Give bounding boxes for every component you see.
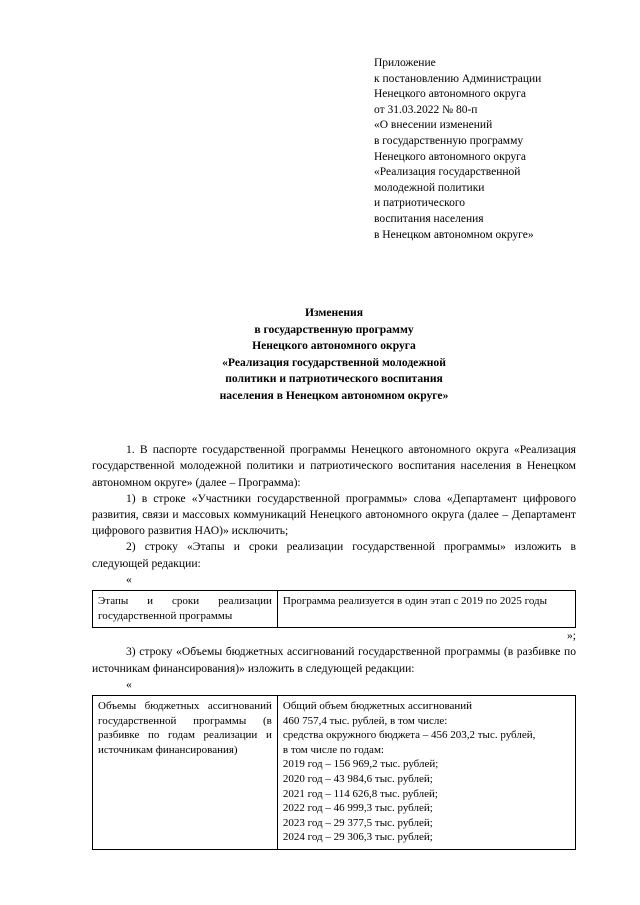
paragraph-2: 1) в строке «Участники государственной программы» слова «Департамент цифрового развития, связи и массовых коммуникаций Ненецкого автономного округа (далее – Департамент цифрового развития НАО)» исключить; xyxy=(92,491,576,538)
table-row xyxy=(93,695,576,849)
budget-line: в том числе по годам: xyxy=(282,743,384,756)
table-cell-label: Этапы и сроки реализации государственной программы xyxy=(93,590,278,627)
header-line: «Реализация государственной xyxy=(374,166,521,179)
quote-open-1: « xyxy=(126,572,132,586)
appendix-header xyxy=(374,56,576,243)
title-line: «Реализация государственной молодежной xyxy=(222,355,446,369)
paragraph-3: 2) строку «Этапы и сроки реализации государственной программы» изложить в следующей редакции: xyxy=(92,540,576,570)
header-line: «О внесении изменений xyxy=(374,119,493,132)
title-line: населения в Ненецком автономном округе» xyxy=(219,388,449,402)
header-line: воспитания населения xyxy=(374,212,484,225)
title-line: Изменения xyxy=(304,306,363,320)
quote-close-1: »; xyxy=(566,629,576,643)
header-line: в государственную программу xyxy=(374,134,524,147)
budget-line: 2020 год – 43 984,6 тыс. рублей; xyxy=(282,772,433,785)
paragraph-4: 3) строку «Объемы бюджетных ассигнований государственной программы (в разбивке по источникам финансирования)» изложить в следующей редакции: xyxy=(92,645,576,675)
header-line: Ненецкого автономного округа xyxy=(374,88,526,101)
table-cell-value: Программа реализуется в один этап с 2019 по 2025 годы xyxy=(277,590,575,627)
budget-line: средства окружного бюджета – 456 203,2 тыс. рублей, xyxy=(282,729,536,742)
document-title xyxy=(92,305,576,404)
table-row xyxy=(93,590,576,627)
budget-line: Общий объем бюджетных ассигнований xyxy=(282,699,473,712)
table-cell-label: Объемы бюджетных ассигнований государственной программы (в разбивке по годам реализации и источникам финансирования) xyxy=(93,695,278,849)
header-line: к постановлению Администрации xyxy=(374,72,542,85)
budget-line: 2019 год – 156 969,2 тыс. рублей; xyxy=(282,758,439,771)
header-line: Приложение xyxy=(374,57,436,69)
table-cell-value xyxy=(277,695,575,849)
quote-open-2: « xyxy=(126,677,132,691)
header-line: от 31.03.2022 № 80-п xyxy=(374,103,478,116)
budget-line: 2024 год – 29 306,3 тыс. рублей; xyxy=(282,831,433,844)
budget-line: 460 757,4 тыс. рублей, в том числе: xyxy=(282,714,448,727)
budget-line: 2023 год – 29 377,5 тыс. рублей; xyxy=(282,816,433,829)
paragraph-1: 1. В паспорте государственной программы Ненецкого автономного округа «Реализация государственной молодежной политики и патриотического воспитания населения в Ненецком автономном округе» (далее – Программа): xyxy=(92,443,576,489)
title-line: в государственную программу xyxy=(254,322,414,336)
budget-line: 2021 год – 114 626,8 тыс. рублей; xyxy=(282,787,438,800)
header-line: в Ненецком автономном округе» xyxy=(374,228,534,241)
table-budget xyxy=(92,695,576,850)
header-line: молодежной политики xyxy=(374,181,485,194)
header-line: и патриотического xyxy=(374,197,466,210)
document-body xyxy=(92,442,576,850)
title-line: политики и патриотического воспитания xyxy=(225,372,443,386)
table-stages xyxy=(92,590,576,628)
title-line: Ненецкого автономного округа xyxy=(252,339,416,353)
budget-line: 2022 год – 46 999,3 тыс. рублей; xyxy=(282,802,433,815)
header-line: Ненецкого автономного округа xyxy=(374,150,526,163)
